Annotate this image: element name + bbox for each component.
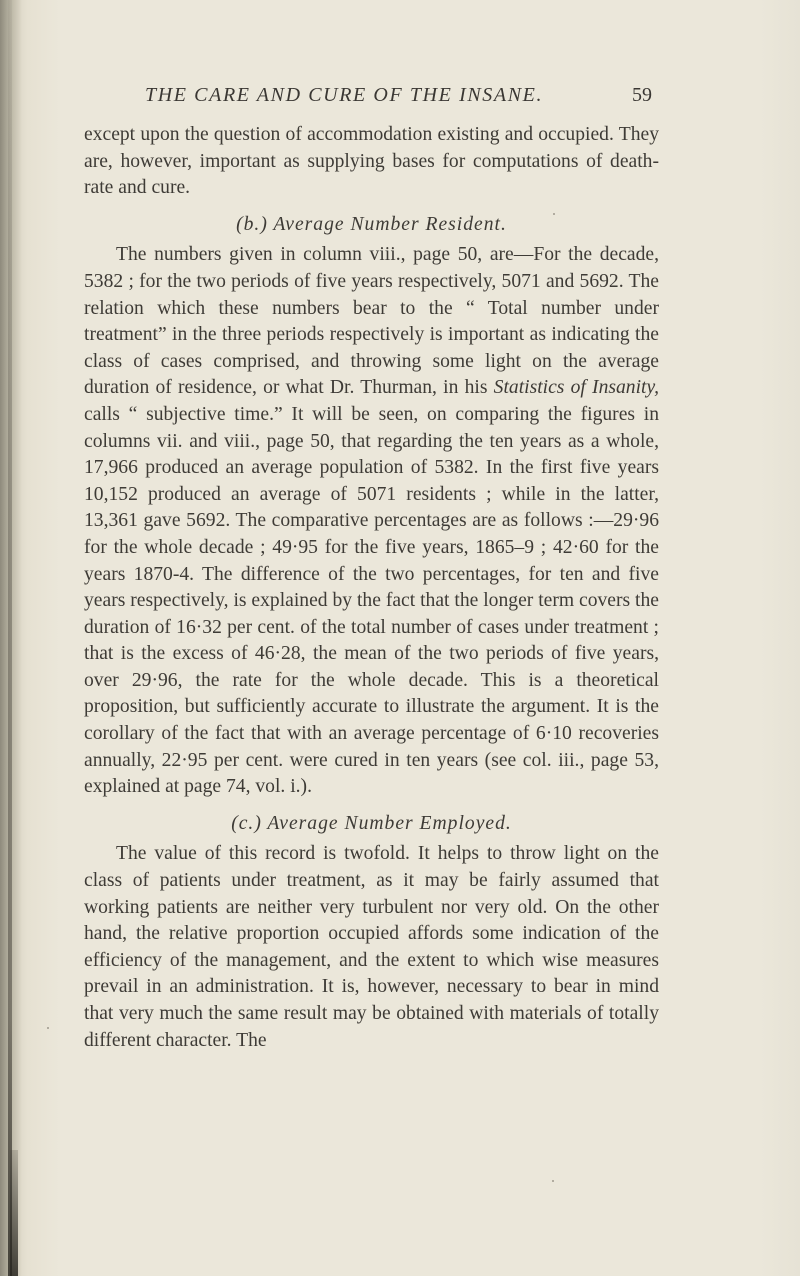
section-label-c: (c.) [231,812,262,834]
paragraph-average-employed: The value of this record is twofold. It helps to throw light on the class of patients under treatment, as it may be fairly assumed that working patients are neither very turbulent nor very old. On the other hand, the relative proportion occupied affords some indication of the efficiency of the management, and the extent to which wise measures prevail in an administration. It is, however, necessary to bear in mind that very much the same result may be obtained with materials of totally different character. The [84,843,659,1051]
section-label-b: (b.) [236,213,268,235]
paper-speck [47,1027,49,1029]
paragraph-average-resident [84,242,659,800]
spine-foot-shadow [10,1150,18,1276]
body-text [84,122,659,1054]
section-heading-b [84,212,659,239]
paragraph-text: calls “ subjective time.” It will be seen, on comparing the figures in columns vii. and viii., page 50, that regarding the ten years as a whole, 17,966 produced an average population of 5382. In the first five years 10,152 produced an average of 5071 residents ; while in the latter, 13,361 gave 5692. The comparative percentages are as follows :—29·96 for the whole decade ; 49·95 for the five years, 1865–9 ; 42·60 for the years 1870-4. The difference of the two percentages, for ten and five years respectively, is explained by the fact that the longer term covers the duration of 16·32 per cent. of the total number of cases under treatment ; that is the excess of 46·28, the mean of the two periods of five years, over 29·96, the rate for the whole decade. This is a theoretical proposition, but sufficiently accurate to illustrate the argument. It is the corollary of the fact that with an average percentage of 6·10 recoveries annually, 22·95 per cent. were cured in ten years (see col. iii., page 53, explained at page 74, vol. i.). [84,403,659,798]
page-number: 59 [632,84,652,106]
paper-speck [553,213,555,215]
paper-speck [552,1180,554,1182]
section-heading-c [84,811,659,838]
paragraph-text: The numbers given in column viii., page 50, are—For the decade, 5382 ; for the two periods of five years respectively, 5071 and 5692. The relation which these numbers bear to the “ Total number under treatment” in the three periods respectively is important as indicating the class of cases comprised, and throwing some light on the average duration of residence, or what Dr. Thurman, in his [84,244,659,399]
paragraph-continued: except upon the question of accommodation existing and occupied. They are, however, important as supplying bases for computations of death-rate and cure. [84,124,659,199]
section-title-b: Average Number Resident. [273,213,507,235]
book-title-italic: Statistics of Insanity, [493,377,659,399]
spine-fold-line [8,0,12,1276]
section-title-c: Average Number Employed. [267,812,512,834]
running-head: THE CARE AND CURE OF THE INSANE. [145,84,544,106]
